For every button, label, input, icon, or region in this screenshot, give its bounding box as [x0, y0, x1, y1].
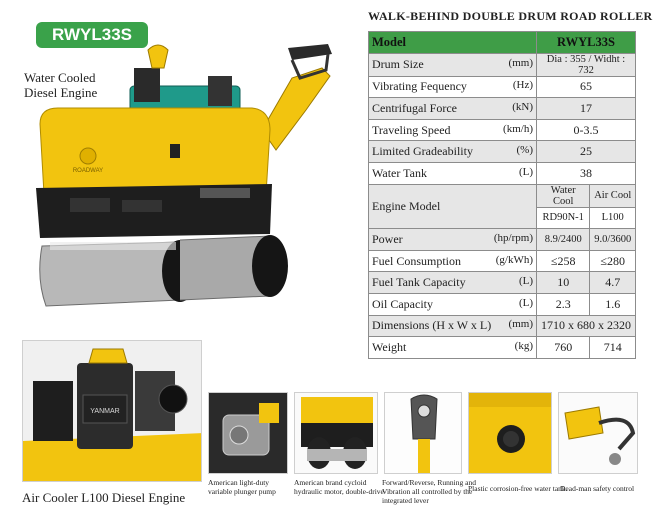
motor-photo — [294, 392, 378, 474]
safety-caption — [560, 484, 634, 493]
row-unit: (L) — [518, 165, 533, 178]
row-value-2: 4.7 — [590, 272, 636, 294]
row-unit: (mm) — [508, 318, 533, 331]
lever-photo — [384, 392, 462, 474]
row-value: 25 — [537, 141, 636, 163]
caption-line: American light-duty — [208, 478, 270, 487]
row-name: Centrifugal Force — [372, 100, 457, 115]
spec-table — [368, 31, 636, 359]
row-name: Power — [372, 231, 403, 246]
row-name: Water Tank — [372, 165, 427, 180]
engine-label — [24, 70, 97, 100]
engine-photo — [22, 340, 202, 482]
row-unit: (Hz) — [512, 79, 533, 92]
caption-line: Plastic corrosion-free water tank. — [468, 484, 568, 493]
model-badge: RWYL33S — [36, 22, 148, 48]
row-name: Limited Gradeability — [372, 144, 473, 159]
row-unit: (kN) — [512, 100, 533, 113]
tank-caption — [468, 484, 568, 493]
row-name: Drum Size — [372, 57, 424, 72]
row-value-2: 714 — [590, 337, 636, 359]
table-row — [369, 293, 636, 315]
table-row — [369, 229, 636, 251]
bottom-title: Air Cooler L100 Diesel Engine — [22, 490, 186, 505]
water-tank-graphic — [469, 393, 552, 474]
row-name: Traveling Speed — [372, 122, 451, 137]
row-value-1: 2.3 — [537, 293, 590, 315]
drum-brand-text: ROADWAY — [72, 168, 104, 174]
row-unit: (hp/rpm) — [493, 231, 533, 244]
caption-line: hydraulic motor, double-drive — [294, 487, 384, 496]
row-name: Fuel Consumption — [372, 253, 462, 268]
water-tank-photo — [468, 392, 552, 474]
lever-graphic — [385, 393, 462, 474]
header-label: Model — [369, 32, 537, 54]
table-row — [369, 337, 636, 359]
row-value: 65 — [537, 76, 636, 98]
engine-col1: Water Cool — [537, 184, 590, 207]
caption-line: Vibration all controlled by the — [382, 487, 473, 496]
caption-line: American brand cycloid — [294, 478, 367, 487]
row-unit: (km/h) — [503, 122, 533, 135]
row-unit: (g/kWh) — [495, 253, 533, 266]
table-row-engine-head — [369, 184, 636, 207]
row-unit: (mm) — [508, 57, 533, 70]
engine-model-label: Engine Model — [369, 184, 537, 229]
row-name: Dimensions (H x W x L) — [372, 318, 492, 333]
row-value-2: 1.6 — [590, 293, 636, 315]
caption-line: integrated lever — [382, 496, 429, 505]
engine-label-line2: Diesel Engine — [24, 85, 98, 100]
pump-graphic — [209, 393, 288, 474]
row-value: 1710 x 680 x 2320 — [537, 315, 636, 337]
row-value-1: ≤258 — [537, 250, 590, 272]
table-row — [369, 272, 636, 294]
table-row — [369, 76, 636, 98]
spec-title: WALK-BEHIND DOUBLE DRUM ROAD ROLLER — [368, 9, 653, 23]
engine-label-line1: Water Cooled — [24, 70, 96, 85]
row-name: Vibrating Fequency — [372, 79, 467, 94]
caption-line: variable plunger pump — [208, 487, 276, 496]
header-value: RWYL33S — [537, 32, 636, 54]
table-header-row — [369, 32, 636, 54]
row-value: 0-3.5 — [537, 119, 636, 141]
row-name: Fuel Tank Capacity — [372, 275, 466, 290]
caption-line: Dead-man safety control — [560, 484, 635, 493]
row-value-1: 8.9/2400 — [537, 229, 590, 251]
engine-col2: Air Cool — [590, 184, 636, 207]
row-value-2: ≤280 — [590, 250, 636, 272]
engine-val2: L100 — [590, 207, 636, 229]
row-value: 17 — [537, 98, 636, 120]
row-value-1: 760 — [537, 337, 590, 359]
row-value-1: 10 — [537, 272, 590, 294]
lever-caption — [382, 478, 476, 505]
caption-line: Forward/Reverse, Running and — [382, 478, 476, 487]
row-unit: (%) — [516, 144, 533, 157]
row-value-2: 9.0/3600 — [590, 229, 636, 251]
engine-brand-text: YANMAR — [90, 408, 120, 415]
row-name: Oil Capacity — [372, 296, 433, 311]
table-row — [369, 162, 636, 184]
table-row — [369, 53, 636, 76]
pump-caption — [208, 478, 276, 496]
engine-val1: RD90N-1 — [537, 207, 590, 229]
table-row — [369, 250, 636, 272]
table-row — [369, 315, 636, 337]
row-name: Weight — [372, 339, 407, 354]
safety-photo — [558, 392, 638, 474]
row-unit: (L) — [518, 275, 533, 288]
motor-graphic — [295, 393, 378, 474]
row-unit: (L) — [518, 296, 533, 309]
table-row — [369, 98, 636, 120]
row-unit: (kg) — [514, 339, 533, 352]
row-value: Dia : 355 / Widht : 732 — [537, 53, 636, 76]
pump-photo — [208, 392, 288, 474]
safety-graphic — [559, 393, 638, 474]
engine-photo-graphic — [23, 341, 202, 482]
motor-caption — [294, 478, 384, 496]
table-row — [369, 141, 636, 163]
table-row — [369, 119, 636, 141]
row-value: 38 — [537, 162, 636, 184]
